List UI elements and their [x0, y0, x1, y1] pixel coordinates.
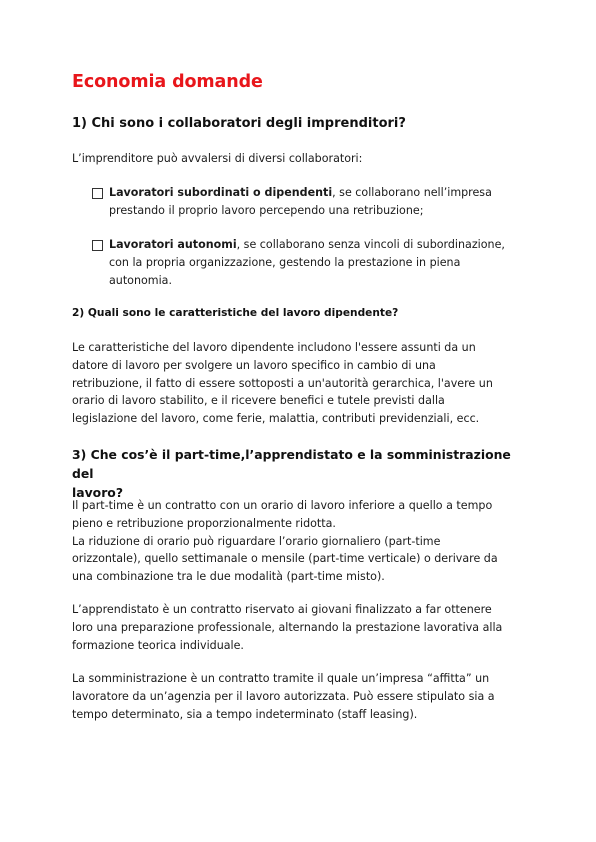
checkbox-square-icon: [92, 188, 103, 199]
bullet-bold-term: Lavoratori subordinati o dipendenti: [109, 186, 333, 199]
bullet-text: , se collaborano nell’impresa: [332, 186, 492, 199]
heading-line: lavoro?: [72, 485, 124, 500]
question-1-intro: L’imprenditore può avvalersi di diversi collaboratori:: [72, 152, 363, 165]
question-3-heading: [72, 445, 526, 502]
question-1-heading: 1) Chi sono i collaboratori degli imprenditori?: [72, 116, 406, 131]
text-line: formazione teorica individuale.: [72, 638, 244, 652]
heading-line: 3) Che cos’è il part-time,l’apprendistato e la somministrazione del: [72, 447, 511, 481]
text-line: datore di lavoro per svolgere un lavoro specifico in cambio di una: [72, 358, 436, 372]
bullet-bold-term: Lavoratori autonomi: [109, 238, 237, 251]
document-title: Economia domande: [72, 72, 263, 92]
text-line: retribuzione, il fatto di essere sottoposti a un'autorità gerarchica, l'avere un: [72, 376, 493, 390]
question-3-apprendistato: [72, 601, 526, 654]
text-line: lavoratore da un’agenzia per il lavoro autorizzata. Può essere stipulato sia a: [72, 689, 495, 703]
text-line: legislazione del lavoro, come ferie, malattia, contributi previdenziali, ecc.: [72, 412, 480, 426]
question-2-heading: 2) Quali sono le caratteristiche del lavoro dipendente?: [72, 307, 399, 319]
bullet-item-dipendenti: [92, 184, 522, 220]
bullet-text: , se collaborano senza vincoli di subordinazione,: [236, 238, 505, 251]
text-line: orario di lavoro stabilito, e il ricevere benefici e tutele previsti dalla: [72, 394, 445, 408]
question-3-part-time: [72, 497, 526, 586]
text-line: pieno e retribuzione proporzionalmente ridotta.: [72, 516, 336, 530]
checkbox-square-icon: [92, 240, 103, 251]
text-line: una combinazione tra le due modalità (part-time misto).: [72, 570, 385, 584]
text-line: L’apprendistato è un contratto riservato ai giovani finalizzato a far ottenere: [72, 603, 492, 616]
question-3-somministrazione: [72, 670, 526, 723]
bullet-item-autonomi: [92, 236, 522, 289]
bullet-text: con la propria organizzazione, gestendo la prestazione in piena: [109, 255, 461, 269]
text-line: Il part-time è un contratto con un orario di lavoro inferiore a quello a tempo: [72, 499, 493, 512]
text-line: orizzontale), quello settimanale o mensile (part-time verticale) o derivare da: [72, 552, 498, 566]
text-line: Le caratteristiche del lavoro dipendente includono l'essere assunti da un: [72, 341, 476, 354]
bullet-text: prestando il proprio lavoro percependo una retribuzione;: [109, 203, 424, 217]
text-line: La riduzione di orario può riguardare l’orario giornaliero (part-time: [72, 534, 441, 548]
question-2-answer: [72, 339, 526, 428]
text-line: tempo determinato, sia a tempo indeterminato (staff leasing).: [72, 707, 418, 721]
text-line: loro una preparazione professionale, alternando la prestazione lavorativa alla: [72, 620, 503, 634]
bullet-text: autonomia.: [109, 273, 172, 287]
text-line: La somministrazione è un contratto tramite il quale un’impresa “affitta” un: [72, 672, 490, 685]
